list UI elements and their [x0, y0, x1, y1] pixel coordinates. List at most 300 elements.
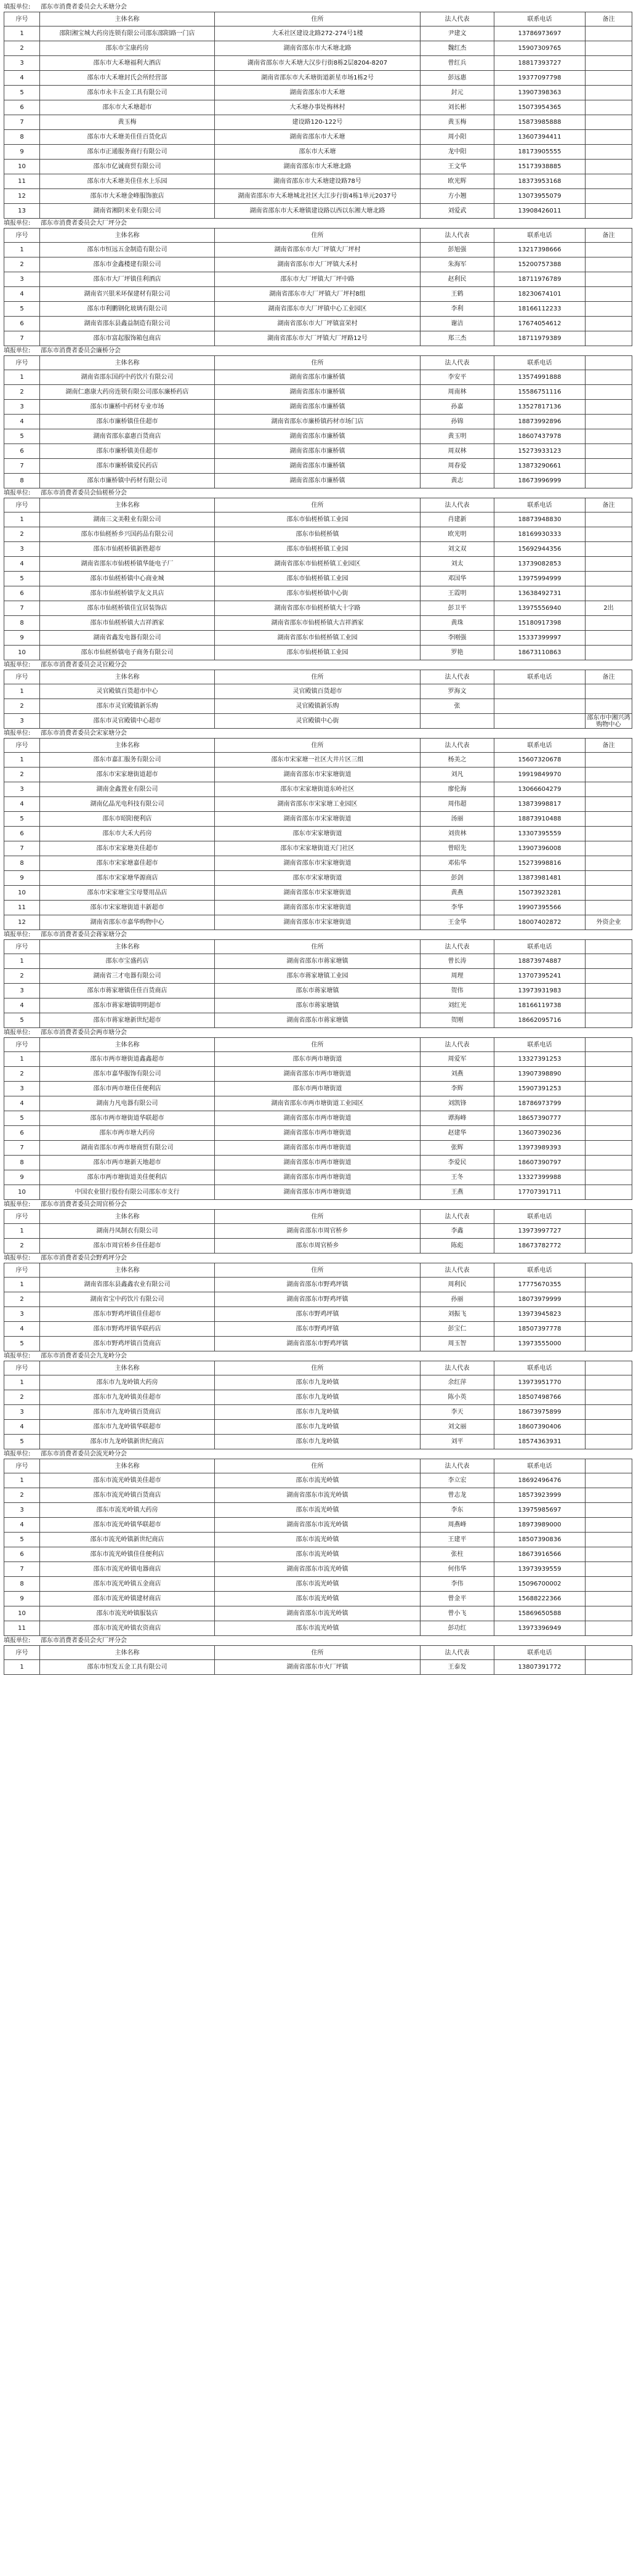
row-rep: 王文华: [421, 160, 494, 174]
row-address: 邵东市宋家塘街道: [215, 827, 421, 841]
column-header: 联系电话: [494, 356, 586, 370]
column-header: 住所: [215, 739, 421, 753]
row-rep: 彭旭强: [421, 243, 494, 257]
table-row: [4, 1278, 632, 1292]
row-phone: 15607320678: [494, 753, 586, 768]
row-address: 湖南省邵东市廉桥镇: [215, 459, 421, 474]
column-header: 联系电话: [494, 12, 586, 26]
table-row: [4, 145, 632, 160]
row-address: 湖南省邵东市火厂坪镇: [215, 1660, 421, 1675]
row-note: [586, 189, 632, 204]
row-seq: 8: [4, 616, 40, 631]
row-address: 灵官殿镇百货超市: [215, 684, 421, 699]
row-note: 外资企业: [586, 915, 632, 930]
row-rep: 赵利民: [421, 272, 494, 287]
row-name: 邵东市流光岭镇大药房: [40, 1503, 215, 1518]
row-phone: 19919849970: [494, 768, 586, 782]
row-note: [586, 998, 632, 1013]
row-seq: 7: [4, 841, 40, 856]
table-row: [4, 586, 632, 601]
row-phone: 18673975899: [494, 1405, 586, 1420]
row-seq: 5: [4, 1435, 40, 1449]
row-rep: 杨美之: [421, 753, 494, 768]
row-phone: 15096700002: [494, 1577, 586, 1592]
column-header: 联系电话: [494, 670, 586, 684]
row-note: [586, 1473, 632, 1488]
row-name: 邵东市永丰五金工具有限公司: [40, 86, 215, 100]
row-note: [586, 331, 632, 346]
row-address: 邵东市野鸡坪镇: [215, 1322, 421, 1337]
row-name: 邵东市宋家塘美佳超市: [40, 841, 215, 856]
row-note: [586, 26, 632, 41]
header-row: [4, 1459, 632, 1473]
column-header: 法人代表: [421, 1646, 494, 1660]
column-header: 主体名称: [40, 1263, 215, 1278]
row-phone: 15907391253: [494, 1082, 586, 1096]
row-phone: 13638492731: [494, 586, 586, 601]
column-header: 主体名称: [40, 498, 215, 512]
row-rep: 彭远惠: [421, 71, 494, 86]
row-seq: 1: [4, 753, 40, 768]
column-header: [586, 1459, 632, 1473]
header-row: [4, 229, 632, 243]
table-row: [4, 1621, 632, 1636]
table-row: [4, 782, 632, 797]
column-header: 法人代表: [421, 1210, 494, 1224]
register-table: [4, 1037, 632, 1200]
row-name: 邵东市大厂坪镇佳利酒店: [40, 272, 215, 287]
row-rep: 邓佑华: [421, 856, 494, 871]
row-note: [586, 542, 632, 557]
header-row: [4, 1646, 632, 1660]
row-phone: 18507498766: [494, 1390, 586, 1405]
row-seq: 5: [4, 812, 40, 827]
column-header: 主体名称: [40, 739, 215, 753]
table-row: [4, 1156, 632, 1170]
row-note: [586, 257, 632, 272]
row-seq: 2: [4, 1067, 40, 1082]
row-name: 邵东市仙槎桥镇电子商务有限公司: [40, 646, 215, 660]
row-rep: 陈小英: [421, 1390, 494, 1405]
row-rep: 罗海文: [421, 684, 494, 699]
row-name: 湖南省兴银米环保建材有限公司: [40, 287, 215, 302]
table-row: [4, 385, 632, 400]
row-name: 邵东市流光岭镇新世纪商店: [40, 1533, 215, 1547]
row-address: 湖南省邵东市蒋家塘镇: [215, 1013, 421, 1028]
table-row: [4, 1111, 632, 1126]
row-phone: 15073954365: [494, 100, 586, 115]
column-header: 主体名称: [40, 1038, 215, 1052]
row-rep: 周爱军: [421, 1052, 494, 1067]
row-note: [586, 1126, 632, 1141]
row-phone: 18673782772: [494, 1239, 586, 1254]
row-phone: 13973945823: [494, 1307, 586, 1322]
row-address: 湖南省邵东市大厂坪镇大厂坪村: [215, 243, 421, 257]
row-phone: [494, 699, 586, 714]
row-name: 湖南省湘阴米业有限公司: [40, 204, 215, 219]
row-note: [586, 86, 632, 100]
row-phone: 18573923999: [494, 1488, 586, 1503]
row-note: [586, 100, 632, 115]
row-name: 湖南省邵东嘉惠百货商店: [40, 429, 215, 444]
row-name: 邵东市宋家塘街道丰新超市: [40, 901, 215, 915]
row-name: 邵东市大禾塘美佳佳百货化店: [40, 130, 215, 145]
row-address: 湖南省邵东市宋家塘街道: [215, 856, 421, 871]
row-note: [586, 812, 632, 827]
unit-label: 填报单位:: [4, 662, 31, 668]
row-name: 邵东市九龙岭镇华联超市: [40, 1420, 215, 1435]
row-phone: 13066604279: [494, 782, 586, 797]
unit-header-line: [4, 219, 632, 228]
unit-header-line: [4, 729, 632, 738]
table-row: [4, 901, 632, 915]
row-rep: 贺伟: [421, 984, 494, 998]
column-header: 序号: [4, 1459, 40, 1473]
row-name: 湖南丹凤制衣有限公司: [40, 1224, 215, 1239]
row-phone: 13307395559: [494, 827, 586, 841]
row-note: [586, 954, 632, 969]
table-row: [4, 71, 632, 86]
row-name: 湖南省鑫发电器有限公司: [40, 631, 215, 646]
column-header: 联系电话: [494, 940, 586, 954]
register-table: [4, 1459, 632, 1636]
row-phone: 18607390406: [494, 1420, 586, 1435]
row-rep: 谭海峰: [421, 1111, 494, 1126]
row-rep: 彭宝仁: [421, 1322, 494, 1337]
register-table: [4, 1645, 632, 1675]
row-note: [586, 782, 632, 797]
row-note: [586, 459, 632, 474]
table-row: [4, 41, 632, 56]
row-note: [586, 1111, 632, 1126]
row-name: 湖南省邵东市嘉华购物中心: [40, 915, 215, 930]
table-row: [4, 1337, 632, 1351]
header-row: [4, 1210, 632, 1224]
table-row: [4, 954, 632, 969]
table-row: [4, 1503, 632, 1518]
row-seq: 9: [4, 1592, 40, 1606]
header-row: [4, 1263, 632, 1278]
row-rep: 刘燕: [421, 1067, 494, 1082]
row-phone: 15907309765: [494, 41, 586, 56]
table-row: [4, 1435, 632, 1449]
row-seq: 12: [4, 915, 40, 930]
unit-header-line: [4, 1254, 632, 1263]
row-rep: 张辉: [421, 1141, 494, 1156]
row-address: 湖南省邵东市廉桥镇: [215, 400, 421, 415]
row-seq: 4: [4, 71, 40, 86]
column-header: 联系电话: [494, 229, 586, 243]
register-table: [4, 12, 632, 219]
row-address: 邵东市宋家塘街道: [215, 871, 421, 886]
column-header: 联系电话: [494, 739, 586, 753]
row-address: 湖南省邵东市两市塘街道: [215, 1067, 421, 1082]
table-row: [4, 115, 632, 130]
column-header: 住所: [215, 1361, 421, 1375]
column-header: 主体名称: [40, 229, 215, 243]
row-address: 湖南省邵东市野鸡坪镇: [215, 1337, 421, 1351]
row-note: [586, 41, 632, 56]
row-note: [586, 1547, 632, 1562]
row-address: 湖南省邵东市流光岭镇: [215, 1606, 421, 1621]
row-rep: 谢洁: [421, 317, 494, 331]
row-phone: 18873948830: [494, 512, 586, 527]
column-header: 住所: [215, 498, 421, 512]
row-seq: 10: [4, 1185, 40, 1200]
table-row: [4, 542, 632, 557]
row-seq: 7: [4, 115, 40, 130]
row-seq: 3: [4, 56, 40, 71]
row-name: 邵东市蒋家塘镇明明超市: [40, 998, 215, 1013]
row-seq: 2: [4, 1239, 40, 1254]
table-row: [4, 1533, 632, 1547]
column-header: 序号: [4, 498, 40, 512]
row-seq: 2: [4, 41, 40, 56]
row-phone: 19377097798: [494, 71, 586, 86]
column-header: 主体名称: [40, 1361, 215, 1375]
row-phone: 13217398666: [494, 243, 586, 257]
unit-label: 填报单位:: [4, 347, 31, 354]
row-phone: 15173938885: [494, 160, 586, 174]
unit-header-line: [4, 1351, 632, 1361]
row-rep: 方小翘: [421, 189, 494, 204]
row-address: 湖南省邵东市廉桥镇: [215, 385, 421, 400]
row-rep: 尹建文: [421, 26, 494, 41]
row-name: 邵东市野鸡坪镇百货商店: [40, 1337, 215, 1351]
row-rep: 罗艳: [421, 646, 494, 660]
row-name: 邵东市宋家塘街道超市: [40, 768, 215, 782]
unit-name: 邵东市消费者委员会宋家塘分会: [41, 730, 127, 737]
table-row: [4, 646, 632, 660]
row-name: 邵东市野鸡坪镇华联药店: [40, 1322, 215, 1337]
table-row: [4, 130, 632, 145]
row-rep: 欧光辉: [421, 174, 494, 189]
row-address: 邵东市宋家塘一社区大井片区三组: [215, 753, 421, 768]
table-row: [4, 1141, 632, 1156]
row-address: 湖南省邵东市廉桥镇: [215, 474, 421, 488]
row-phone: 18673110863: [494, 646, 586, 660]
row-name: 邵东市大禾塘超市: [40, 100, 215, 115]
row-name: 邵东市宝康药房: [40, 41, 215, 56]
row-rep: 肖建新: [421, 512, 494, 527]
unit-name: 邵东市消费者委员会仙槎桥分会: [41, 490, 127, 496]
table-row: [4, 1660, 632, 1675]
row-address: 湖南省邵东市野鸡坪镇: [215, 1292, 421, 1307]
row-name: 邵东市流光岭镇建材商店: [40, 1592, 215, 1606]
row-rep: 李华: [421, 901, 494, 915]
table-row: [4, 204, 632, 219]
row-seq: 1: [4, 1052, 40, 1067]
row-address: 邵东市蒋家塘镇: [215, 984, 421, 998]
row-seq: 2: [4, 527, 40, 542]
row-address: 邵东市流光岭镇: [215, 1577, 421, 1592]
row-name: 邵东市廉桥中药材专业市场: [40, 400, 215, 415]
column-header: 法人代表: [421, 1361, 494, 1375]
table-row: [4, 1052, 632, 1067]
row-seq: 9: [4, 1170, 40, 1185]
row-phone: 18711976789: [494, 272, 586, 287]
table-row: [4, 174, 632, 189]
row-address: 湖南省邵东市两市塘街道: [215, 1170, 421, 1185]
row-phone: 13973555000: [494, 1337, 586, 1351]
row-address: 邵东市蒋家塘镇工业园: [215, 969, 421, 984]
row-note: [586, 984, 632, 998]
row-phone: 13975994999: [494, 572, 586, 586]
unit-header-line: [4, 1636, 632, 1645]
column-header: 住所: [215, 940, 421, 954]
row-phone: 13873998817: [494, 797, 586, 812]
row-name: 邵东市大禾塘封氏会所经营部: [40, 71, 215, 86]
row-rep: 廖伦海: [421, 782, 494, 797]
row-seq: 1: [4, 1224, 40, 1239]
table-row: [4, 1239, 632, 1254]
row-phone: 13973951770: [494, 1375, 586, 1390]
row-phone: 18692496476: [494, 1473, 586, 1488]
row-name: 邵东市富起服饰箱包商店: [40, 331, 215, 346]
row-seq: 5: [4, 572, 40, 586]
table-row: [4, 871, 632, 886]
unit-label: 填报单位:: [4, 220, 31, 227]
row-note: [586, 797, 632, 812]
unit-label: 填报单位:: [4, 1353, 31, 1359]
row-seq: 1: [4, 1278, 40, 1292]
row-name: 邵东市灵官殿镇新乐购: [40, 699, 215, 714]
row-address: 湖南省邵东市两市塘街道工业园区: [215, 1096, 421, 1111]
row-phone: 13574991888: [494, 370, 586, 385]
row-name: 邵东市恒远五金制造有限公司: [40, 243, 215, 257]
row-name: 邵东市仙槎桥镇佳宜居装饰店: [40, 601, 215, 616]
row-rep: 李刚强: [421, 631, 494, 646]
row-phone: 18662095716: [494, 1013, 586, 1028]
row-note: [586, 586, 632, 601]
row-rep: 王金华: [421, 915, 494, 930]
row-rep: 周春爱: [421, 459, 494, 474]
row-note: [586, 1621, 632, 1636]
row-seq: 4: [4, 797, 40, 812]
row-phone: 15337399997: [494, 631, 586, 646]
row-name: 邵东市流光岭镇五金商店: [40, 1577, 215, 1592]
row-name: 邵东市金鑫楼建有限公司: [40, 257, 215, 272]
row-address: 灵官殿镇新乐购: [215, 699, 421, 714]
table-row: [4, 370, 632, 385]
unit-name: 邵东市消费者委员会大禾塘分会: [41, 4, 127, 10]
column-header: 主体名称: [40, 670, 215, 684]
row-note: [586, 1488, 632, 1503]
row-seq: 11: [4, 901, 40, 915]
unit-header-line: [4, 1449, 632, 1459]
row-seq: 2: [4, 385, 40, 400]
row-phone: 17707391711: [494, 1185, 586, 1200]
row-note: [586, 1503, 632, 1518]
table-row: [4, 444, 632, 459]
row-phone: 18657390777: [494, 1111, 586, 1126]
unit-label: 填报单位:: [4, 1029, 31, 1036]
row-address: 湖南省邵东市大禾塘北路: [215, 160, 421, 174]
row-note: [586, 272, 632, 287]
row-name: 邵东市蒋家塘镇佳佳百货商店: [40, 984, 215, 998]
row-name: 邵东市仙槎桥镇中心商业城: [40, 572, 215, 586]
row-rep: 王冬: [421, 1170, 494, 1185]
row-phone: 18786973799: [494, 1096, 586, 1111]
row-rep: 刘凡: [421, 768, 494, 782]
row-rep: 刘文丽: [421, 1420, 494, 1435]
table-row: [4, 1420, 632, 1435]
column-header: 法人代表: [421, 12, 494, 26]
column-header: 联系电话: [494, 1361, 586, 1375]
row-seq: 8: [4, 1577, 40, 1592]
row-note: [586, 1278, 632, 1292]
row-address: 湖南省邵东市宋家塘街道: [215, 812, 421, 827]
row-seq: 4: [4, 998, 40, 1013]
row-address: 邵东市大禾塘: [215, 145, 421, 160]
row-rep: 李东: [421, 1503, 494, 1518]
table-row: [4, 243, 632, 257]
header-row: [4, 498, 632, 512]
row-rep: 何伟华: [421, 1562, 494, 1577]
row-seq: 3: [4, 400, 40, 415]
row-address: 湖南省邵东市宋家塘街道: [215, 886, 421, 901]
table-row: [4, 1375, 632, 1390]
table-row: [4, 459, 632, 474]
row-name: 邵阳湘宝城大药房连锁有限公司邵东邵阳路一门店: [40, 26, 215, 41]
row-phone: 18607390797: [494, 1156, 586, 1170]
row-rep: 黄玉明: [421, 429, 494, 444]
table-row: [4, 287, 632, 302]
row-name: 邵东市仙槎桥镇新胜超市: [40, 542, 215, 557]
row-phone: [494, 714, 586, 729]
column-header: 法人代表: [421, 1459, 494, 1473]
row-seq: 3: [4, 1405, 40, 1420]
row-address: 湖南省邵东市两市塘街道: [215, 1111, 421, 1126]
column-header: 序号: [4, 356, 40, 370]
row-note: [586, 1096, 632, 1111]
row-rep: 黄玉梅: [421, 115, 494, 130]
row-seq: 6: [4, 1126, 40, 1141]
row-name: 邵东市灵官殿镇中心超市: [40, 714, 215, 729]
row-address: 湖南省邵东市流光岭镇: [215, 1562, 421, 1577]
row-rep: 周南林: [421, 385, 494, 400]
table-row: [4, 100, 632, 115]
row-rep: 张: [421, 699, 494, 714]
column-header: 法人代表: [421, 670, 494, 684]
row-name: 黄玉梅: [40, 115, 215, 130]
row-seq: 8: [4, 130, 40, 145]
unit-name: 邵东市消费者委员会两市塘分会: [41, 1029, 127, 1036]
row-seq: 6: [4, 317, 40, 331]
register-table: [4, 1263, 632, 1351]
row-rep: 黄燕: [421, 886, 494, 901]
table-row: [4, 984, 632, 998]
row-phone: 15273933123: [494, 444, 586, 459]
row-phone: 13973396949: [494, 1621, 586, 1636]
row-note: [586, 768, 632, 782]
row-seq: 4: [4, 557, 40, 572]
row-phone: 18169930333: [494, 527, 586, 542]
row-seq: 5: [4, 1533, 40, 1547]
row-name: 邵东市两市塘新天地超市: [40, 1156, 215, 1170]
row-note: [586, 145, 632, 160]
row-phone: 15180917398: [494, 616, 586, 631]
table-row: [4, 601, 632, 616]
row-name: 邵东市嘉汇服务有限公司: [40, 753, 215, 768]
row-seq: 4: [4, 415, 40, 429]
row-name: 邵东市仙槎桥镇学友文具店: [40, 586, 215, 601]
row-rep: 李利: [421, 302, 494, 317]
column-header: 序号: [4, 1646, 40, 1660]
row-seq: 5: [4, 1013, 40, 1028]
table-row: [4, 1013, 632, 1028]
table-row: [4, 189, 632, 204]
